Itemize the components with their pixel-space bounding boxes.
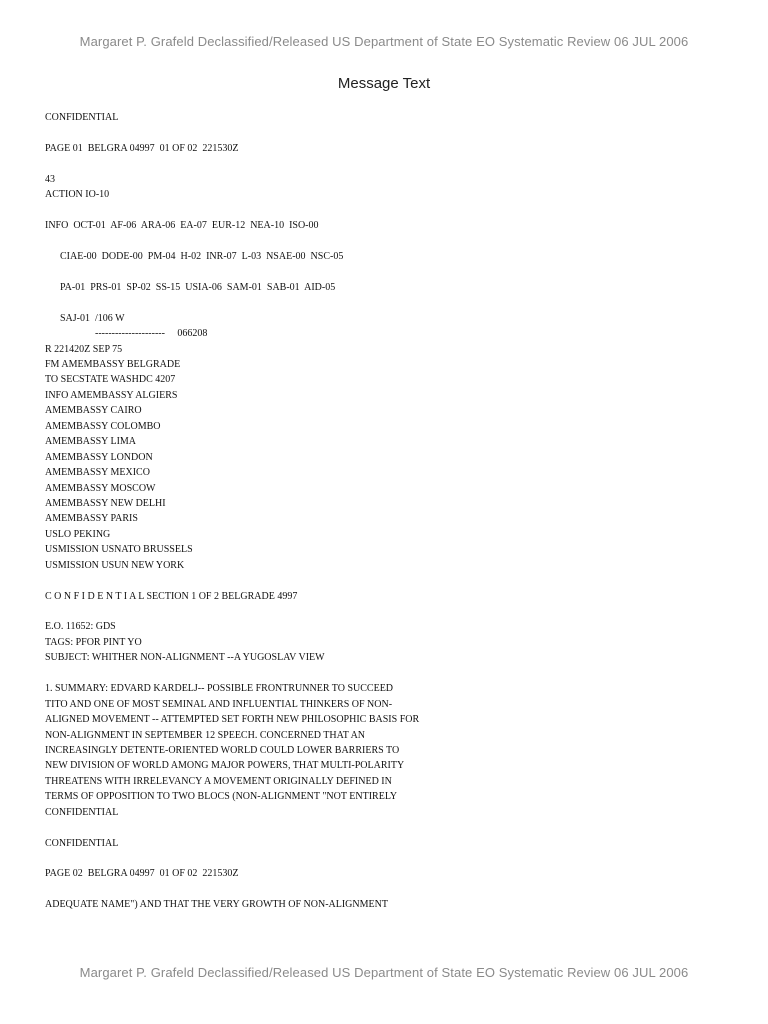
message-line: AMEMBASSY COLOMBO: [45, 420, 161, 432]
message-line: [45, 604, 735, 619]
message-line: TAGS: PFOR PINT YO: [45, 636, 142, 648]
message-line: --------------------- 066208: [45, 328, 208, 340]
message-line: INFO OCT-01 AF-06 ARA-06 EA-07 EUR-12 NEA-10 ISO-00: [45, 220, 319, 232]
message-line: INCREASINGLY DETENTE-ORIENTED WORLD COULD LOWER BARRIERS TO: [45, 744, 400, 756]
message-line: TERMS OF OPPOSITION TO TWO BLOCS (NON-ALIGNMENT "NOT ENTIRELY: [45, 791, 398, 803]
message-line: [45, 820, 735, 835]
declassification-banner-top: Margaret P. Grafeld Declassified/Released US Department of State EO Systematic Review 06 JUL 2006: [79, 34, 689, 49]
message-line: [45, 295, 735, 310]
message-line: AMEMBASSY LIMA: [45, 436, 137, 448]
message-line: USMISSION USUN NEW YORK: [45, 559, 185, 571]
message-line: CONFIDENTIAL: [45, 112, 119, 123]
message-line: CONFIDENTIAL: [45, 806, 119, 818]
message-line: CONFIDENTIAL: [45, 837, 119, 849]
message-line: AMEMBASSY MEXICO: [45, 467, 150, 479]
message-line: [45, 851, 735, 866]
message-line: NON-ALIGNMENT IN SEPTEMBER 12 SPEECH. CONCERNED THAT AN: [45, 729, 366, 741]
message-line: SAJ-01 /106 W: [45, 312, 125, 324]
message-body: [45, 110, 735, 913]
message-line: [45, 234, 735, 249]
message-line: AMEMBASSY LONDON: [45, 451, 153, 463]
message-line: [45, 156, 735, 171]
declassification-banner-bottom: Margaret P. Grafeld Declassified/Released US Department of State EO Systematic Review 06 JUL 2006: [79, 965, 689, 980]
message-line: AMEMBASSY MOSCOW: [45, 482, 156, 494]
message-line: TO SECSTATE WASHDC 4207: [45, 374, 176, 386]
message-line: NEW DIVISION OF WORLD AMONG MAJOR POWERS, THAT MULTI-POLARITY: [45, 760, 405, 772]
message-line: USMISSION USNATO BRUSSELS: [45, 544, 193, 556]
message-line: INFO AMEMBASSY ALGIERS: [45, 389, 178, 401]
message-line: AMEMBASSY PARIS: [45, 513, 138, 525]
message-line: FM AMEMBASSY BELGRADE: [45, 359, 181, 370]
message-line: AMEMBASSY CAIRO: [45, 405, 142, 417]
message-line: E.O. 11652: GDS: [45, 621, 116, 633]
message-line: [45, 882, 735, 897]
message-line: PA-01 PRS-01 SP-02 SS-15 USIA-06 SAM-01 SAB-01 AID-05: [45, 281, 336, 293]
message-line: [45, 203, 735, 218]
message-line: THREATENS WITH IRRELEVANCY A MOVEMENT ORIGINALLY DEFINED IN: [45, 775, 392, 787]
message-line: USLO PEKING: [45, 528, 111, 540]
message-line: SUBJECT: WHITHER NON-ALIGNMENT --A YUGOSLAV VIEW: [45, 652, 325, 664]
message-line: AMEMBASSY NEW DELHI: [45, 497, 166, 509]
message-line: PAGE 02 BELGRA 04997 01 OF 02 221530Z: [45, 868, 239, 880]
message-line: ALIGNED MOVEMENT -- ATTEMPTED SET FORTH NEW PHILOSOPHIC BASIS FOR: [45, 714, 420, 726]
message-line: ACTION IO-10: [45, 189, 110, 201]
message-line: 43: [45, 173, 55, 185]
message-line: PAGE 01 BELGRA 04997 01 OF 02 221530Z: [45, 142, 239, 154]
message-line: CIAE-00 DODE-00 PM-04 H-02 INR-07 L-03 NSAE-00 NSC-05: [45, 250, 344, 262]
message-line: [45, 666, 735, 681]
page-title: Message Text: [337, 75, 431, 92]
message-line: TITO AND ONE OF MOST SEMINAL AND INFLUENTIAL THINKERS OF NON-: [45, 698, 393, 710]
message-line: [45, 125, 735, 140]
message-line: [45, 264, 735, 279]
message-line: 1. SUMMARY: EDVARD KARDELJ-- POSSIBLE FRONTRUNNER TO SUCCEED: [45, 683, 394, 695]
message-line: [45, 573, 735, 588]
message-line: R 221420Z SEP 75: [45, 343, 123, 355]
message-line: C O N F I D E N T I A L SECTION 1 OF 2 BELGRADE 4997: [45, 590, 298, 602]
message-line: ADEQUATE NAME") AND THAT THE VERY GROWTH OF NON-ALIGNMENT: [45, 899, 388, 911]
